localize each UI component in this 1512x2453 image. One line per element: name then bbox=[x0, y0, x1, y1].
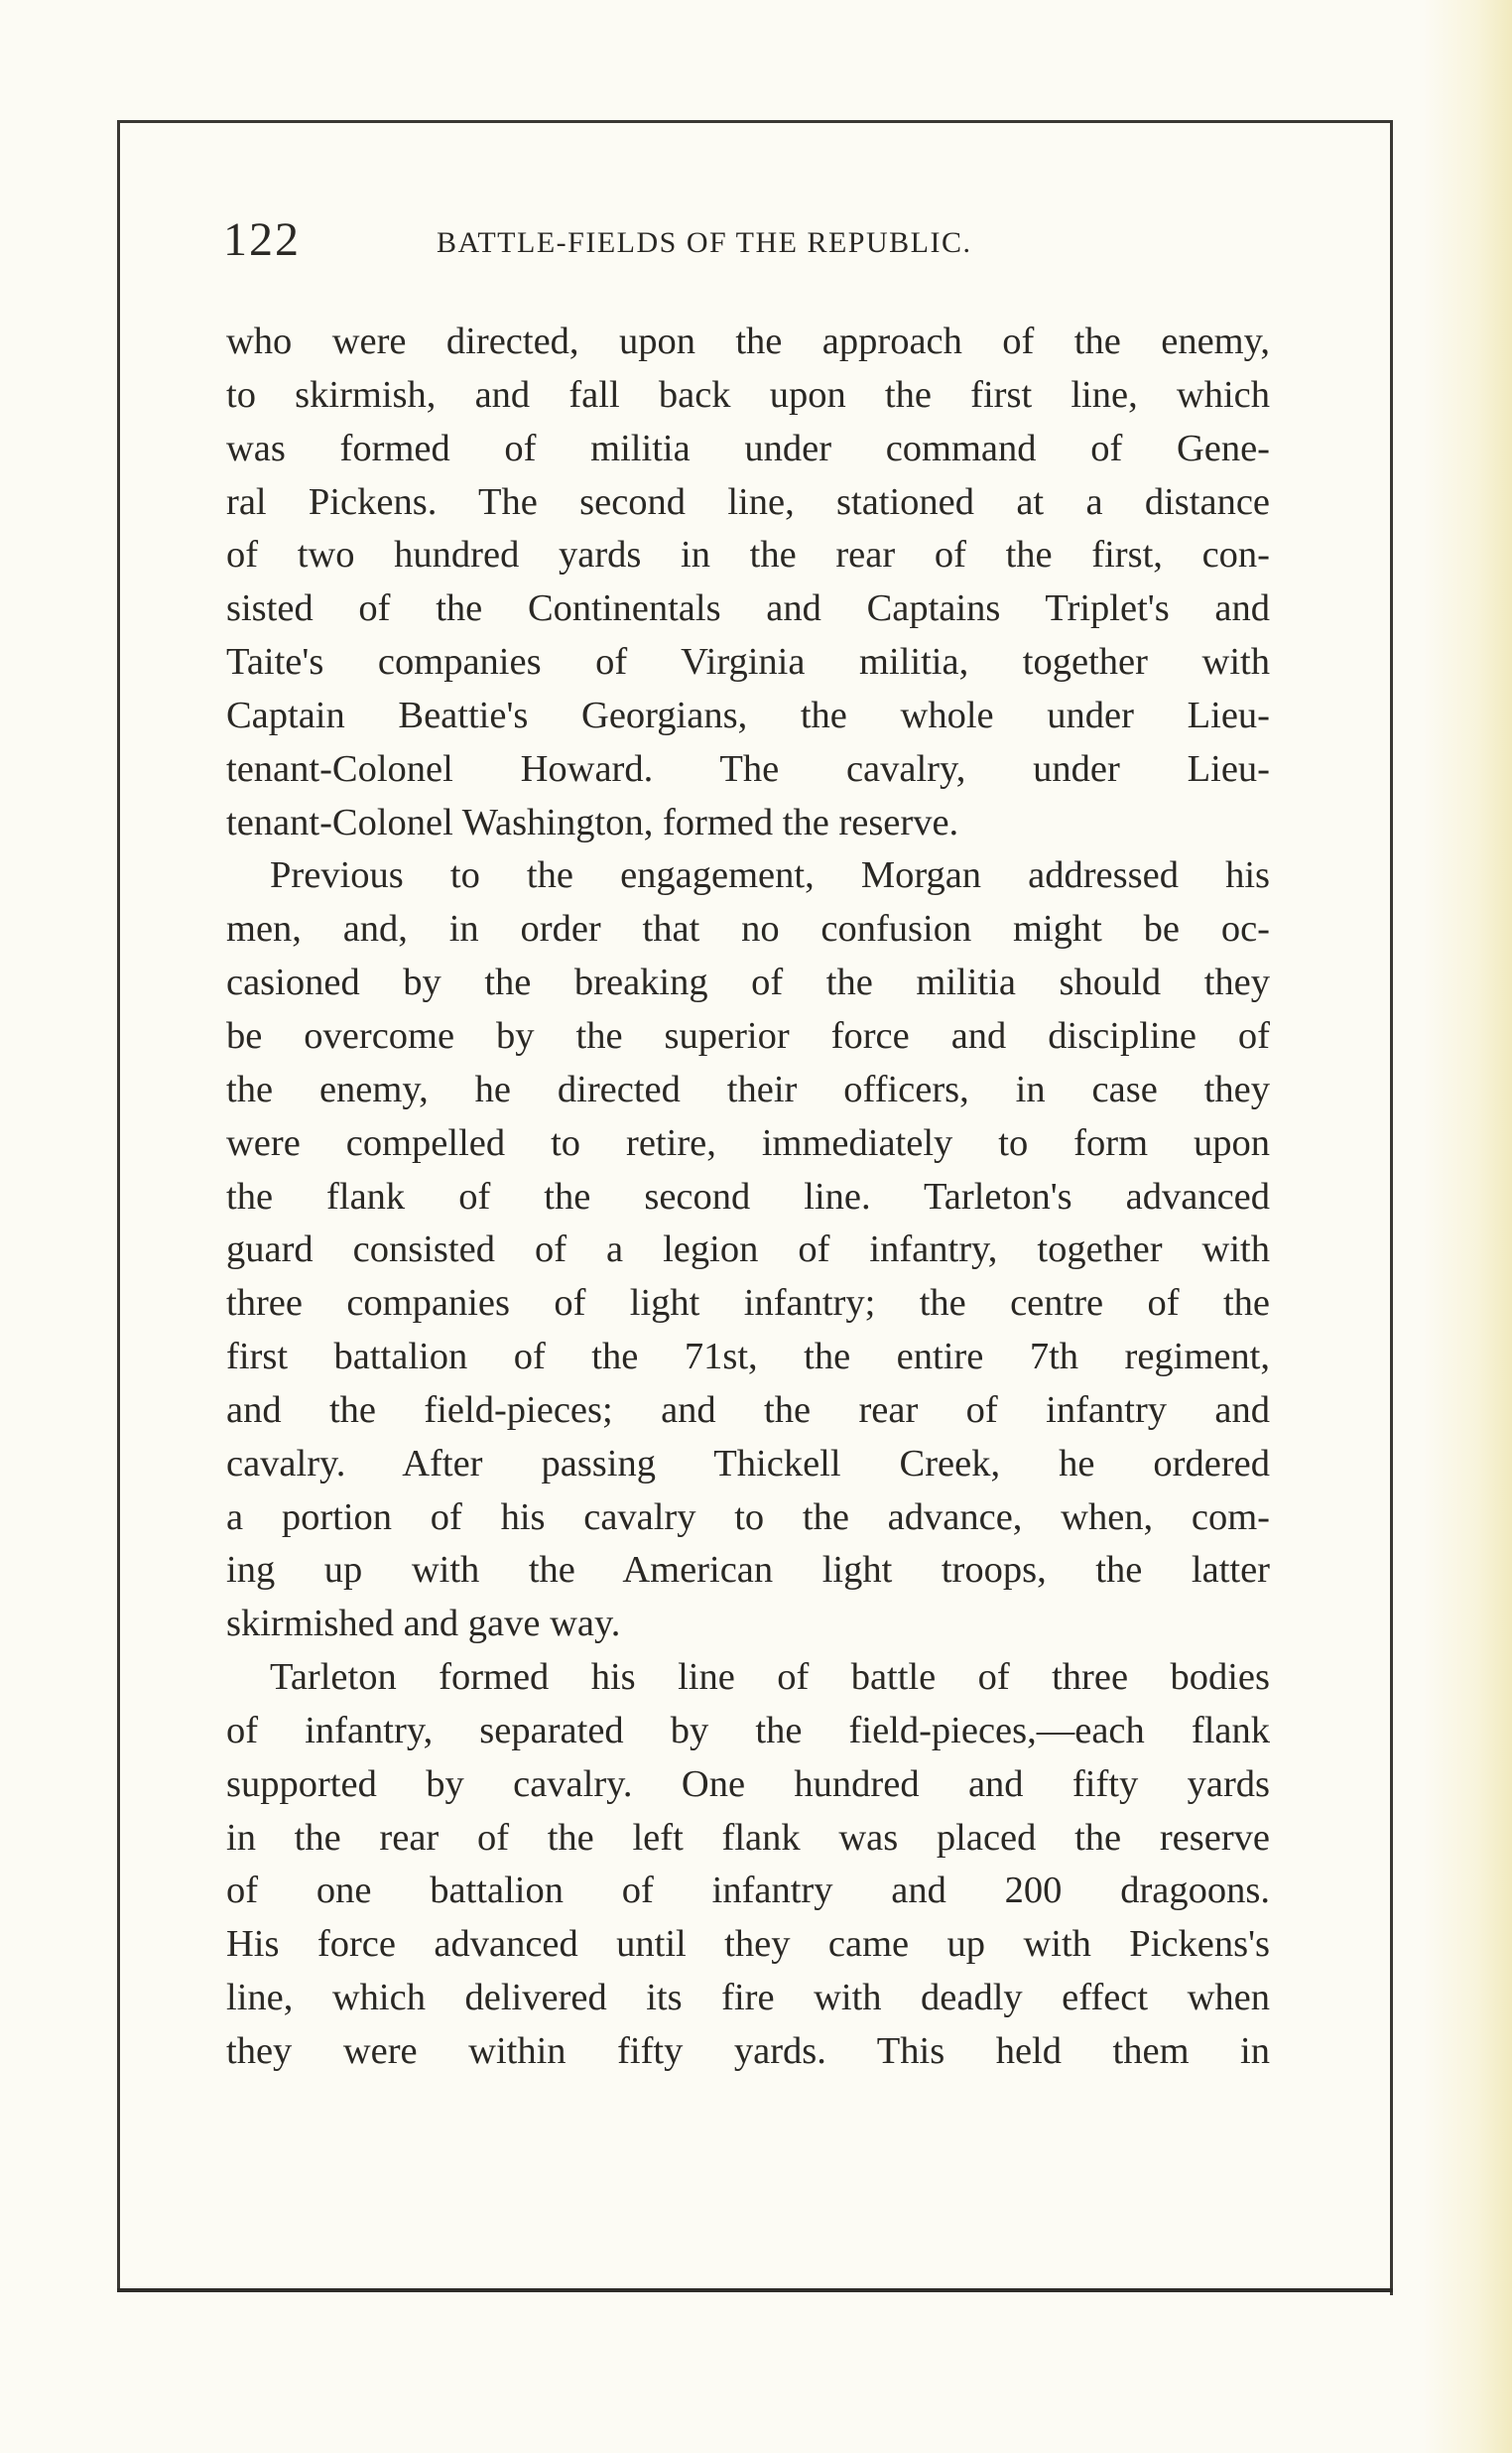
text-line: the enemy, he directed their officers, in case they bbox=[226, 1068, 1270, 1110]
page-edge-shading bbox=[1423, 0, 1512, 2453]
text-line: be overcome by the superior force and discipline of bbox=[226, 1014, 1270, 1057]
text-line: of one battalion of infantry and 200 dragoons. bbox=[226, 1870, 1270, 1912]
text-line: Captain Beattie's Georgians, the whole under Lieu- bbox=[226, 694, 1270, 736]
text-line: of infantry, separated by the field-pieces,—each flank bbox=[226, 1709, 1270, 1751]
text-line: three companies of light infantry; the centre of the bbox=[226, 1282, 1270, 1325]
text-line: ing up with the American light troops, the latter bbox=[226, 1549, 1270, 1592]
paragraph-first-line: Previous to the engagement, Morgan addressed his bbox=[270, 854, 1270, 897]
text-line: the flank of the second line. Tarleton's advanced bbox=[226, 1175, 1270, 1218]
text-line: tenant-Colonel Washington, formed the reserve. bbox=[226, 801, 959, 843]
text-line: they were within fifty yards. This held them in bbox=[226, 2030, 1270, 2072]
running-title: BATTLE-FIELDS OF THE REPUBLIC. bbox=[437, 226, 972, 259]
page-frame-right-rule bbox=[1390, 120, 1393, 2295]
text-line: and the field-pieces; and the rear of infantry and bbox=[226, 1388, 1270, 1431]
text-line: a portion of his cavalry to the advance, when, com- bbox=[226, 1495, 1270, 1538]
text-line: guard consisted of a legion of infantry, together with bbox=[226, 1228, 1270, 1271]
text-line: to skirmish, and fall back upon the first line, which bbox=[226, 373, 1270, 416]
body-text bbox=[226, 316, 1270, 2079]
text-line: supported by cavalry. One hundred and fifty yards bbox=[226, 1762, 1270, 1805]
paragraph-first-line: Tarleton formed his line of battle of three bodies bbox=[270, 1656, 1270, 1699]
text-line: skirmished and gave way. bbox=[226, 1603, 621, 1645]
page-frame-bottom-rule bbox=[117, 2288, 1393, 2292]
text-line: cavalry. After passing Thickell Creek, he ordered bbox=[226, 1442, 1270, 1485]
text-line: sisted of the Continentals and Captains Triplet's and bbox=[226, 587, 1270, 630]
text-line: was formed of militia under command of Gene- bbox=[226, 427, 1270, 469]
page-frame-left-rule bbox=[117, 120, 120, 2289]
text-line: casioned by the breaking of the militia should they bbox=[226, 962, 1270, 1004]
running-head bbox=[223, 210, 1275, 270]
text-line: line, which delivered its fire with deadly effect when bbox=[226, 1977, 1270, 2019]
text-line: ral Pickens. The second line, stationed at a distance bbox=[226, 480, 1270, 523]
text-line: in the rear of the left flank was placed the reserve bbox=[226, 1816, 1270, 1859]
text-line: tenant-Colonel Howard. The cavalry, under Lieu- bbox=[226, 747, 1270, 790]
page-number: 122 bbox=[223, 213, 301, 266]
text-line: His force advanced until they came up with Pickens's bbox=[226, 1923, 1270, 1966]
text-line: Taite's companies of Virginia militia, together with bbox=[226, 641, 1270, 684]
text-line: who were directed, upon the approach of the enemy, bbox=[226, 321, 1270, 362]
text-line: first battalion of the 71st, the entire 7th regiment, bbox=[226, 1336, 1270, 1378]
page-frame-top-rule bbox=[117, 120, 1393, 123]
text-line: men, and, in order that no confusion might be oc- bbox=[226, 908, 1270, 951]
text-line: were compelled to retire, immediately to form upon bbox=[226, 1121, 1270, 1164]
text-line: of two hundred yards in the rear of the first, con- bbox=[226, 534, 1270, 577]
